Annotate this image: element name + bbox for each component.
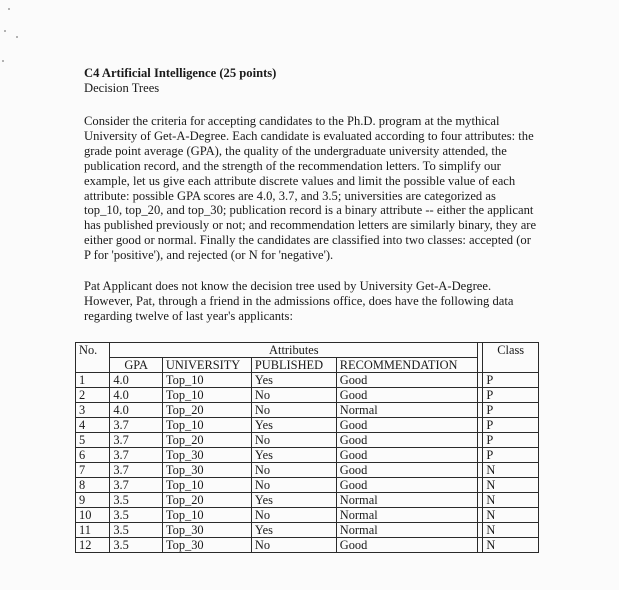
cell-published: Yes [251,373,336,388]
cell-recommendation: Normal [336,523,478,538]
text-line: Consider the criteria for accepting candidates to the Ph.D. program at the mythical [84,114,500,128]
text-line: P for 'positive'), and rejected (or N for 'negative'). [84,248,334,263]
table-row [76,448,539,463]
table-row [76,538,539,553]
cell-university: Top_20 [162,403,251,418]
text-line: regarding twelve of last year's applicants: [84,308,293,323]
cell-gpa: 3.7 [110,478,163,493]
cell-class: N [483,508,539,523]
text-line: However, Pat, through a friend in the admissions office, does have the following data [84,293,514,308]
cell-university: Top_10 [162,373,251,388]
cell-gpa: 4.0 [110,403,163,418]
question-subtitle: Decision Trees [84,81,160,95]
scan-speck [16,36,18,38]
cell-published: No [251,463,336,478]
cell-gpa: 3.5 [110,523,163,538]
cell-class: N [483,478,539,493]
header-class: Class [483,343,539,358]
text-line: attribute: possible GPA scores are 4.0, 3.7, and 3.5; universities are categorized as [84,188,496,203]
cell-class: N [483,538,539,553]
text-line: has published previously or not; and recommendation letters are similarly binary, they are [84,218,537,233]
cell-university: Top_20 [162,433,251,448]
cell-published: No [251,508,336,523]
text-line: either good or normal. Finally the candidates are classified into two classes: accepted (or [84,233,531,248]
cell-recommendation: Good [336,418,478,433]
header-gpa: GPA [110,358,163,373]
table-header-row [76,343,539,358]
cell-published: No [251,388,336,403]
subheader-class-blank [483,358,539,373]
header-no: No. [76,343,110,358]
cell-published: No [251,433,336,448]
cell-recommendation: Good [336,538,478,553]
cell-class: N [483,493,539,508]
document-page [84,66,554,324]
cell-class: P [483,388,539,403]
cell-gpa: 4.0 [110,388,163,403]
cell-published: No [251,478,336,493]
cell-no: 6 [76,448,110,463]
cell-no: 9 [76,493,110,508]
text-line: grade point average (GPA), the quality of the undergraduate university attended, the [84,143,507,158]
text-line: University of Get-A-Degree. Each candidate is evaluated according to four attributes: the [84,128,534,143]
table-row [76,508,539,523]
cell-recommendation: Normal [336,508,478,523]
header-university: UNIVERSITY [162,358,251,373]
cell-no: 2 [76,388,110,403]
cell-university: Top_10 [162,418,251,433]
header-attributes: Attributes [110,343,478,358]
table-row [76,433,539,448]
cell-class: P [483,418,539,433]
cell-gpa: 3.7 [110,418,163,433]
table-row [76,418,539,433]
scan-speck [4,30,6,32]
cell-university: Top_30 [162,448,251,463]
cell-published: No [251,538,336,553]
table-row [76,493,539,508]
cell-no: 12 [76,538,110,553]
applicants-table [75,342,539,553]
cell-gpa: 3.5 [110,493,163,508]
cell-gpa: 4.0 [110,373,163,388]
header-recommendation: RECOMMENDATION [336,358,478,373]
cell-class: N [483,523,539,538]
table-subheader-row [76,358,539,373]
cell-class: P [483,403,539,418]
paragraph-criteria [84,114,554,263]
table-row [76,463,539,478]
cell-no: 8 [76,478,110,493]
table-row [76,388,539,403]
cell-university: Top_10 [162,508,251,523]
cell-no: 5 [76,433,110,448]
cell-recommendation: Good [336,433,478,448]
cell-class: P [483,373,539,388]
subheader-no-blank [76,358,110,373]
table-row [76,523,539,538]
cell-university: Top_10 [162,478,251,493]
cell-no: 11 [76,523,110,538]
cell-university: Top_30 [162,463,251,478]
cell-class: P [483,433,539,448]
text-line: publication record, and the strength of the recommendation letters. To simplify our [84,158,501,173]
table-row [76,373,539,388]
text-line: example, let us give each attribute discrete values and limit the possible value of each [84,173,516,188]
cell-gpa: 3.5 [110,508,163,523]
paragraph-applicant [84,279,554,324]
cell-no: 3 [76,403,110,418]
table-row [76,403,539,418]
cell-published: Yes [251,448,336,463]
cell-university: Top_10 [162,388,251,403]
cell-university: Top_30 [162,538,251,553]
cell-recommendation: Good [336,448,478,463]
cell-no: 7 [76,463,110,478]
cell-class: N [483,463,539,478]
cell-university: Top_20 [162,493,251,508]
table-row [76,478,539,493]
cell-published: Yes [251,418,336,433]
cell-recommendation: Normal [336,493,478,508]
cell-university: Top_30 [162,523,251,538]
cell-published: Yes [251,493,336,508]
cell-recommendation: Normal [336,403,478,418]
cell-published: No [251,403,336,418]
scan-speck [2,60,4,62]
cell-recommendation: Good [336,463,478,478]
cell-recommendation: Good [336,388,478,403]
question-title: C4 Artificial Intelligence (25 points) [84,66,277,80]
cell-class: P [483,448,539,463]
text-line: Pat Applicant does not know the decision tree used by University Get-A-Degree. [84,279,492,294]
cell-no: 10 [76,508,110,523]
cell-no: 4 [76,418,110,433]
scan-speck [8,8,10,10]
cell-recommendation: Good [336,478,478,493]
cell-gpa: 3.7 [110,433,163,448]
header-published: PUBLISHED [251,358,336,373]
cell-gpa: 3.7 [110,463,163,478]
cell-published: Yes [251,523,336,538]
text-line: top_10, top_20, and top_30; publication record is a binary attribute -- either the applicant [84,203,534,218]
cell-recommendation: Good [336,373,478,388]
cell-no: 1 [76,373,110,388]
cell-gpa: 3.5 [110,538,163,553]
cell-gpa: 3.7 [110,448,163,463]
